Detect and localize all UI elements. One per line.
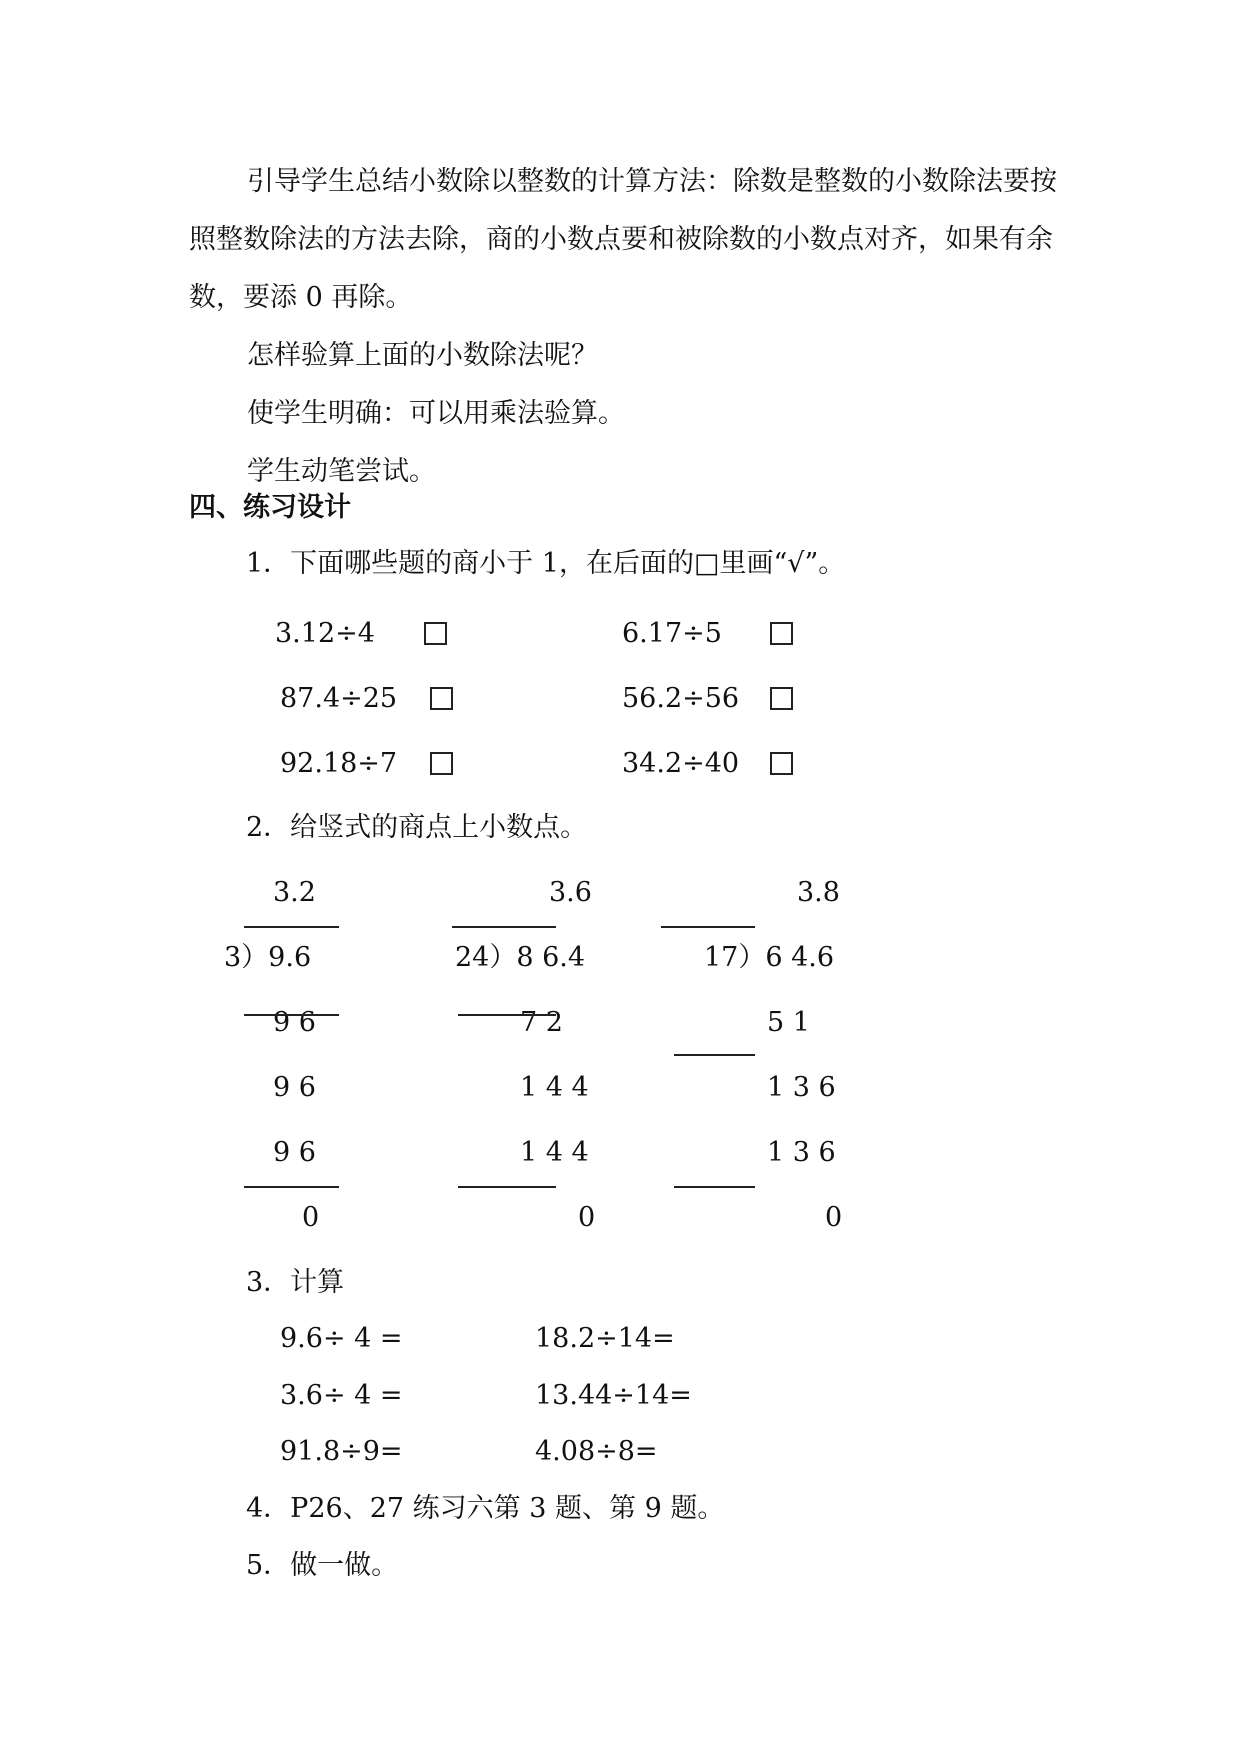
intro-try: 学生动笔尝试。 xyxy=(247,456,436,487)
q1-item: 92.18÷7 xyxy=(280,748,398,779)
strike-line xyxy=(244,1014,339,1016)
section-title: 四、练习设计 xyxy=(189,492,351,523)
q1-checkbox[interactable] xyxy=(770,752,793,775)
q1-item: 6.17÷5 xyxy=(622,618,722,649)
q3-title: 3．计算 xyxy=(246,1267,345,1298)
quotient: 3.6 xyxy=(549,877,592,908)
division-bar xyxy=(452,926,556,928)
step-remainder: 1 3 6 xyxy=(767,1072,836,1103)
subtraction-line xyxy=(458,1186,556,1188)
division-expression: 17）6 4.6 xyxy=(704,942,835,973)
division-expression: 3）9.6 xyxy=(224,942,312,973)
step-product: 9 6 xyxy=(273,1007,316,1038)
q1-item: 56.2÷56 xyxy=(622,683,740,714)
q1-checkbox[interactable] xyxy=(430,752,453,775)
q3-item: 13.44÷14= xyxy=(535,1380,692,1411)
strike-line xyxy=(458,1014,556,1016)
step-product: 1 4 4 xyxy=(520,1137,589,1168)
step-product: 9 6 xyxy=(273,1137,316,1168)
q1-title: 1．下面哪些题的商小于 1，在后面的□里画“√”。 xyxy=(246,548,846,579)
subtraction-line xyxy=(244,1186,339,1188)
subtraction-line xyxy=(674,1186,755,1188)
intro-question: 怎样验算上面的小数除法呢？ xyxy=(247,340,598,371)
q2-title: 2．给竖式的商点上小数点。 xyxy=(246,812,588,843)
q1-checkbox[interactable] xyxy=(770,622,793,645)
q3-item: 9.6÷ 4 = xyxy=(280,1323,403,1354)
q3-item: 91.8÷9= xyxy=(280,1436,403,1467)
step-product: 1 3 6 xyxy=(767,1137,836,1168)
step-product: 7 2 xyxy=(520,1007,563,1038)
step-remainder: 9 6 xyxy=(273,1072,316,1103)
q1-item: 3.12÷4 xyxy=(275,618,375,649)
q3-item: 3.6÷ 4 = xyxy=(280,1380,403,1411)
step-remainder: 1 4 4 xyxy=(520,1072,589,1103)
final-remainder: 0 xyxy=(825,1202,843,1233)
division-bar xyxy=(244,926,339,928)
intro-block xyxy=(189,153,1059,501)
q1-item: 87.4÷25 xyxy=(280,683,398,714)
q1-checkbox[interactable] xyxy=(770,687,793,710)
q3-item: 18.2÷14= xyxy=(535,1323,675,1354)
final-remainder: 0 xyxy=(578,1202,596,1233)
q1-item: 34.2÷40 xyxy=(622,748,740,779)
step-product: 5 1 xyxy=(767,1007,810,1038)
subtraction-line xyxy=(674,1054,755,1056)
q5-title: 5．做一做。 xyxy=(246,1550,399,1581)
division-expression: 24）8 6.4 xyxy=(455,942,586,973)
final-remainder: 0 xyxy=(302,1202,320,1233)
quotient: 3.2 xyxy=(273,877,316,908)
quotient: 3.8 xyxy=(797,877,840,908)
division-bar xyxy=(661,926,755,928)
intro-summary: 引导学生总结小数除以整数的计算方法：除数是整数的小数除法要按照整数除法的方法去除，商的小数点要和被除数的小数点对齐，如果有余数，要添 0 再除。 xyxy=(189,166,1057,313)
q3-item: 4.08÷8= xyxy=(535,1436,658,1467)
intro-clarify: 使学生明确：可以用乘法验算。 xyxy=(247,398,625,429)
q1-checkbox[interactable] xyxy=(430,687,453,710)
q4-title: 4．P26、27 练习六第 3 题、第 9 题。 xyxy=(246,1493,725,1524)
q1-checkbox[interactable] xyxy=(424,622,447,645)
